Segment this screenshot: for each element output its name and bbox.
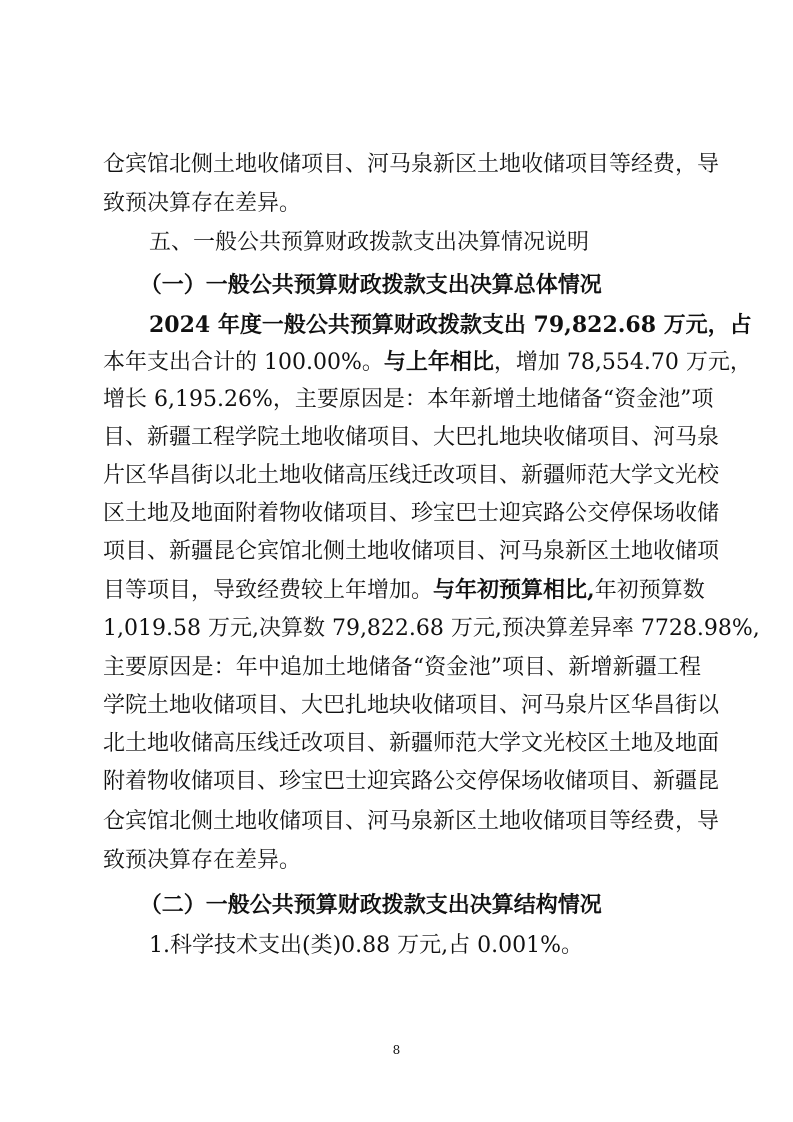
text-line [103, 615, 760, 643]
text-line [103, 500, 720, 528]
text-line [103, 462, 720, 490]
text-segment: 年初预算数 [594, 578, 705, 603]
bold-text: 与上年相比 [383, 349, 494, 375]
text-segment: 仓宾馆北侧土地收储项目、河马泉新区土地收储项目等经费，导 [103, 809, 720, 834]
text-line [103, 654, 701, 682]
bold-text: （一）一般公共预算财政拨款支出决算总体情况 [139, 272, 602, 298]
text-line [103, 768, 720, 796]
text-segment: 增长 6,195.26%，主要原因是：本年新增土地储备“资金池”项 [103, 387, 714, 412]
text-segment: 附着物收储项目、珍宝巴士迎宾路公交停保场收储项目、新疆昆 [103, 769, 720, 794]
text-segment: 1.科学技术支出(类)0.88 万元,占 0.001%。 [149, 933, 584, 958]
text-line [140, 271, 701, 300]
text-segment: 项目、新疆昆仑宾馆北侧土地收储项目、河马泉新区土地收储项 [103, 539, 720, 564]
text-line [149, 932, 701, 960]
text-line [103, 386, 714, 414]
text-segment: 片区华昌街以北土地收储高压线迁改项目、新疆师范大学文光校 [103, 463, 720, 488]
text-line [140, 891, 701, 920]
text-line [103, 847, 701, 875]
text-line [149, 311, 752, 340]
text-line [103, 190, 701, 218]
bold-text: 2024 年度一般公共预算财政拨款支出 79,822.68 万元，占 [149, 312, 752, 338]
text-line [103, 348, 752, 377]
text-segment: 区土地及地面附着物收储项目、珍宝巴士迎宾路公交停保场收储 [103, 501, 720, 526]
text-segment: 主要原因是：年中追加土地储备“资金池”项目、新增新疆工程 [103, 655, 701, 680]
text-line [103, 808, 720, 836]
text-line [103, 730, 720, 758]
text-segment: 学院土地收储项目、大巴扎地块收储项目、河马泉片区华昌街以 [103, 693, 720, 718]
text-segment: 目、新疆工程学院土地收储项目、大巴扎地块收储项目、河马泉 [103, 425, 720, 450]
bold-text: （二）一般公共预算财政拨款支出决算结构情况 [139, 892, 602, 918]
text-segment: ，增加 78,554.70 万元， [493, 350, 752, 375]
text-line [103, 538, 720, 566]
page-number: 8 [392, 1043, 401, 1057]
text-line [103, 576, 705, 605]
text-segment: 致预决算存在差异。 [103, 191, 302, 216]
text-segment: 仓宾馆北侧土地收储项目、河马泉新区土地收储项目等经费，导 [103, 152, 720, 177]
text-line [103, 692, 720, 720]
text-line [103, 424, 720, 452]
text-segment: 致预决算存在差异。 [103, 848, 302, 873]
text-segment: 北土地收储高压线迁改项目、新疆师范大学文光校区土地及地面 [103, 731, 720, 756]
text-segment: 目等项目，导致经费较上年增加。 [103, 578, 434, 603]
bold-text: 与年初预算相比, [433, 577, 595, 603]
text-segment: 五、一般公共预算财政拨款支出决算情况说明 [149, 230, 590, 255]
text-line [103, 151, 720, 179]
text-segment: 本年支出合计的 100.00%。 [103, 350, 384, 375]
text-line [149, 229, 701, 257]
text-segment: 1,019.58 万元,决算数 79,822.68 万元,预决算差异率 7728.98%, [103, 616, 760, 641]
